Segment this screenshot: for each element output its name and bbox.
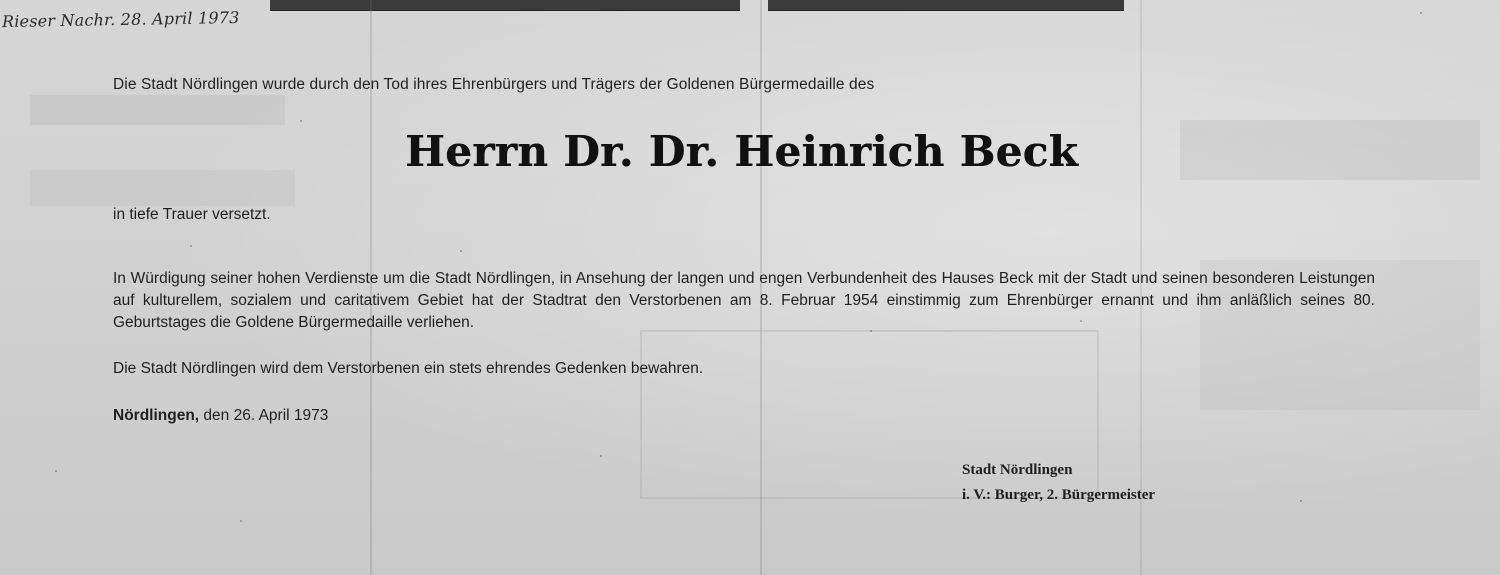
bleed-through-shape [30, 170, 295, 206]
dateline [113, 407, 328, 425]
print-speck [190, 245, 192, 247]
print-speck [55, 470, 57, 472]
bleed-through-shape [1180, 120, 1480, 180]
print-speck [1300, 500, 1302, 502]
honoree-name: Herrn Dr. Dr. Heinrich Beck [405, 127, 1079, 176]
print-speck [1080, 320, 1082, 322]
print-speck [870, 330, 872, 332]
handwritten-source-note: Rieser Nachr. 28. April 1973 [1, 7, 240, 32]
print-speck [600, 455, 602, 457]
mourning-text: in tiefe Trauer versetzt. [113, 206, 271, 223]
remembrance-text: Die Stadt Nördlingen wird dem Verstorbenen ein stets ehrendes Gedenken bewahren. [113, 360, 704, 377]
print-speck [240, 520, 242, 522]
tribute-paragraph: In Würdigung seiner hohen Verdienste um die Stadt Nördlingen, in Ansehung der langen und engen Verbundenheit des Hauses Beck mit der Stadt und seinen besonderen Leistungen auf kulturellem, sozialem und caritativem Gebiet hat der Stadtrat den Verstorbenen am 8. Februar 1954 einstimmig zum Ehrenbürger ernannt und ihm anläßlich seines 80. Geburtstages die Goldene Bürgermedaille verliehen. [113, 270, 1375, 331]
intro-text: Die Stadt Nördlingen wurde durch den Tod ihres Ehrenbürgers und Trägers der Goldenen Bürgermedaille des [113, 76, 875, 93]
print-speck [460, 250, 462, 252]
bleed-through-shape [30, 95, 285, 125]
signature-block [962, 458, 1155, 508]
print-speck [1420, 12, 1422, 14]
print-border-top-left [270, 0, 740, 11]
dateline-date: den 26. April 1973 [203, 407, 329, 424]
print-border-top-right [768, 0, 1124, 11]
signature-line-city: Stadt Nördlingen [962, 462, 1073, 478]
print-speck [300, 120, 302, 122]
dateline-place: Nördlingen, [113, 407, 200, 424]
signature-line-signer: i. V.: Burger, 2. Bürgermeister [962, 487, 1156, 503]
